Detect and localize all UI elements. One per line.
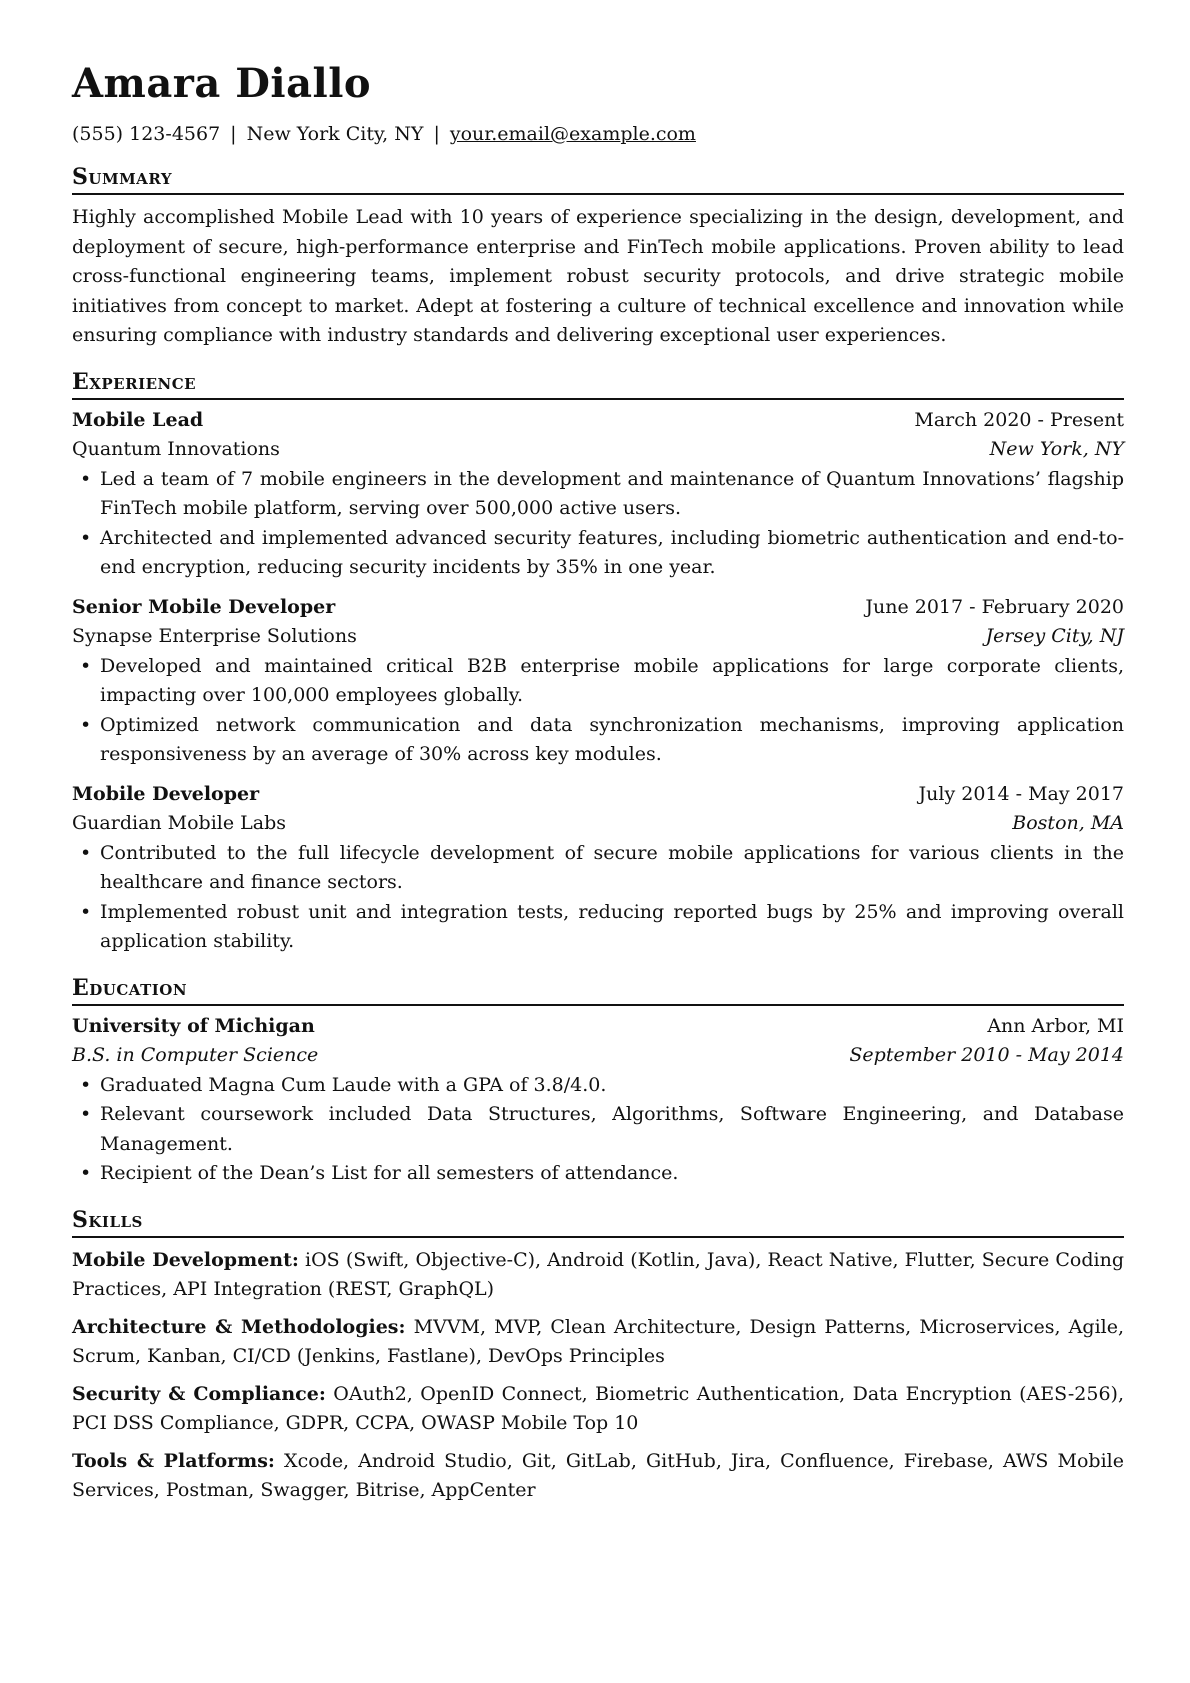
company-name: Quantum Innovations [72,438,280,460]
bullet-icon: • [80,1103,92,1125]
bullet-icon: • [80,841,92,864]
email-link[interactable]: your.email@example.com [449,123,696,145]
entry-subheader-row [72,622,1124,652]
bullet-list [72,1071,1124,1189]
section-title-experience: Experience [72,369,1124,400]
bullet-list [72,465,1124,583]
company-name: Guardian Mobile Labs [72,812,287,834]
section-title-education: Education [72,975,1124,1006]
skill-value: iOS (Swift, Objective-C), Android (Kotlin, Java), React Native, Flutter, Secure Coding Practices, API Integration (REST, GraphQL) [72,1248,1125,1300]
job-location: New York, NY [989,438,1124,460]
resume-page [72,60,1124,1506]
list-item [72,711,1124,770]
education-dates: September 2010 - May 2014 [849,1044,1124,1066]
entry-header-row [72,1012,1124,1042]
experience-entry [72,406,1124,583]
contact-separator: | [433,123,440,145]
bullet-icon: • [80,1073,92,1096]
bullet-icon: • [80,654,92,677]
contact-separator: | [230,123,237,145]
skill-value: MVVM, MVP, Clean Architecture, Design Patterns, Microservices, Agile, Scrum, Kanban, CI/CD (Jenkins, Fastlane), DevOps Principles [72,1315,1124,1367]
entry-header-row [72,593,1124,623]
list-item [72,839,1124,898]
list-item [72,1100,1124,1159]
bullet-list [72,652,1124,770]
bullet-text: Relevant coursework included Data Structures, Algorithms, Software Engineering, and Database Management. [100,1103,1124,1155]
school-name: University of Michigan [72,1014,315,1037]
bullet-icon: • [80,467,92,490]
experience-entry [72,593,1124,770]
job-title: Mobile Lead [72,408,204,431]
company-name: Synapse Enterprise Solutions [72,625,357,647]
phone-number: (555) 123-4567 [72,123,221,145]
job-location: Boston, MA [1012,812,1124,834]
job-dates: March 2020 - Present [914,408,1124,431]
entry-subheader-row [72,1041,1124,1071]
skill-label: Mobile Development: [72,1248,299,1271]
education-section [72,975,1124,1189]
bullet-text: Developed and maintained critical B2B enterprise mobile applications for large corporate clients, impacting over 100,000 employees globally. [100,654,1124,706]
bullet-text: Graduated Magna Cum Laude with a GPA of 3.8/4.0. [100,1073,607,1096]
list-item [72,1071,1124,1101]
list-item [72,652,1124,711]
bullet-text: Recipient of the Dean’s List for all semesters of attendance. [100,1162,679,1184]
list-item [72,524,1124,583]
entry-header-row [72,780,1124,810]
skill-label: Tools & Platforms: [72,1449,275,1472]
bullet-icon: • [80,1162,92,1184]
job-dates: July 2014 - May 2017 [918,782,1124,805]
bullet-text: Optimized network communication and data synchronization mechanisms, improving application responsiveness by an average of 30% across key modules. [100,713,1124,765]
skill-row [72,1246,1124,1305]
list-item [72,465,1124,524]
skill-label: Architecture & Methodologies: [72,1315,406,1338]
contact-line [72,122,1124,146]
experience-section [72,369,1124,957]
bullet-list [72,839,1124,957]
job-title: Mobile Developer [72,782,260,805]
bullet-icon: • [80,713,92,736]
skill-label: Security & Compliance: [72,1382,326,1405]
education-entry [72,1012,1124,1189]
job-dates: June 2017 - February 2020 [865,595,1124,618]
bullet-text: Contributed to the full lifecycle development of secure mobile applications for various clients in the healthcare and finance sectors. [100,841,1124,893]
summary-text: Highly accomplished Mobile Lead with 10 years of experience specializing in the design, development, and deployment of secure, high-performance enterprise and FinTech mobile applications. Proven ability to lead cross-functional engineering teams, implement robust security protocols, and drive strategic mobile initiatives from concept to market. Adept at fostering a culture of technical excellence and innovation while ensuring compliance with industry standards and delivering exceptional user experiences. [72,206,1124,346]
entry-subheader-row [72,809,1124,839]
bullet-text: Led a team of 7 mobile engineers in the development and maintenance of Quantum Innovations’ flagship FinTech mobile platform, serving over 500,000 active users. [100,467,1124,519]
experience-entry [72,780,1124,957]
job-title: Senior Mobile Developer [72,595,336,618]
candidate-name: Amara Diallo [72,60,372,107]
entry-subheader-row [72,435,1124,465]
degree-name: B.S. in Computer Science [72,1044,319,1066]
skill-row [72,1313,1124,1372]
bullet-text: Implemented robust unit and integration tests, reducing reported bugs by 25% and improving overall application stability. [100,900,1124,952]
skills-section [72,1207,1124,1506]
section-title-summary: Summary [72,164,1124,195]
job-location: Jersey City, NJ [985,625,1124,647]
skill-value: OAuth2, OpenID Connect, Biometric Authentication, Data Encryption (AES-256), PCI DSS Compliance, GDPR, CCPA, OWASP Mobile Top 10 [72,1382,1124,1434]
entry-header-row [72,406,1124,436]
bullet-text: Architected and implemented advanced security features, including biometric authentication and end-to-end encryption, reducing security incidents by 35% in one year. [100,526,1124,578]
bullet-icon: • [80,526,92,549]
bullet-icon: • [80,900,92,923]
list-item [72,898,1124,957]
list-item [72,1159,1124,1189]
skill-row [72,1447,1124,1506]
skill-value: Xcode, Android Studio, Git, GitLab, GitHub, Jira, Confluence, Firebase, AWS Mobile Services, Postman, Swagger, Bitrise, AppCenter [72,1449,1124,1501]
school-location: Ann Arbor, MI [987,1014,1124,1037]
summary-section [72,164,1124,351]
section-title-skills: Skills [72,1207,1124,1238]
skill-row [72,1380,1124,1439]
location-text: New York City, NY [246,123,424,145]
